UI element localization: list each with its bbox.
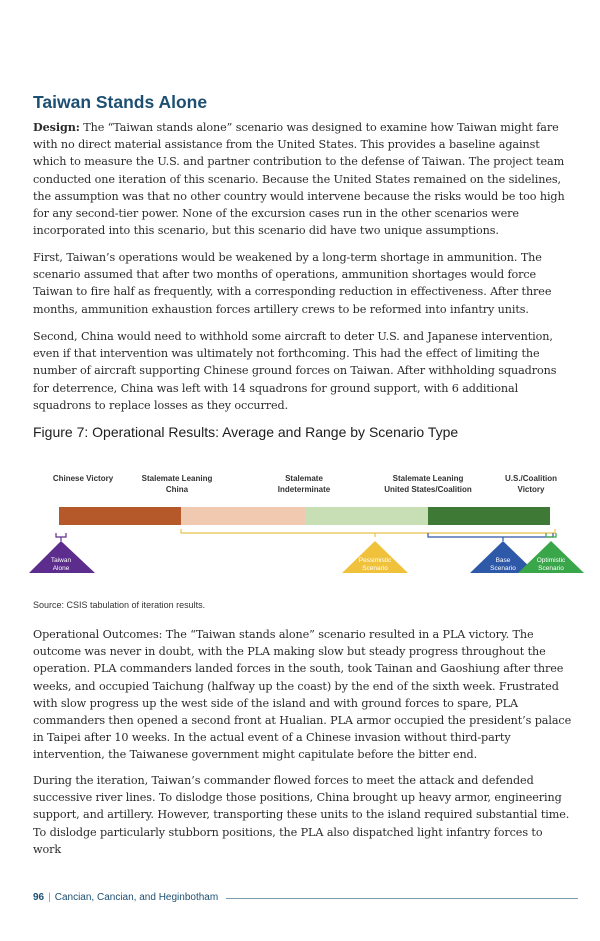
marker-label-taiwan-2: Alone — [52, 565, 70, 572]
category-label-chinese-victory: Chinese Victory — [52, 474, 114, 483]
taiwan-range-bracket — [56, 533, 66, 537]
design-label: Design: — [33, 120, 80, 134]
category-label-us-victory-2: Victory — [517, 485, 545, 494]
category-label-stalemate-china-1: Stalemate Leaning — [141, 474, 213, 483]
category-label-stalemate-us-1: Stalemate Leaning — [392, 474, 464, 483]
paragraph-operational-outcomes: Operational Outcomes: The “Taiwan stands alone” scenario resulted in a PLA victory. The outcome was never in doubt, with the PLA making slow but steady progress throughout the operation. PLA commanders landed forces in the south, took Tainan and Gaoshiung after three weeks, and occupied Taichung (halfway up the coast) by the end of the sixth week. Frustrated with slow progress up the west side of the island and with ground forces to spare, PLA commanders then opened a second front at Hualian. PLA armor occupied the president’s palace in Taipei after 10 weeks. In the actual event of a Chinese invasion without third-party intervention, the Taiwanese government might capitulate before the bitter end. — [33, 628, 572, 762]
design-text: The “Taiwan stands alone” scenario was designed to examine how Taiwan might fare with no direct material assistance from the United States. This provides a baseline against which to measure the U.S. and partner contribution to the defense of Taiwan. The project team conducted one iteration of this scenario. Because the United States remained on the sidelines, the assumption was that no other country would intervene because the risks would be too high for any second-tier power. None of the excursion cases run in the other scenarios were incorporated into this scenario, but this scenario did have two unique assumptions. — [33, 121, 565, 238]
paragraph-ammunition: First, Taiwan’s operations would be weakened by a long-term shortage in ammunition. The scenario assumed that after two months of operations, ammunition shortages would force Taiwan to fire half as frequently, with a corresponding reduction in effectiveness. After three months, ammunition exhaustion forces artillery crews to be reformed into infantry units. — [33, 251, 552, 316]
footer-authors: Cancian, Cancian, and Heginbotham — [54, 892, 219, 903]
page-footer — [33, 892, 578, 906]
marker-label-pessimistic-2: Scenario — [362, 565, 388, 572]
category-label-stalemate-indeterminate-1: Stalemate — [285, 474, 323, 483]
marker-label-base-1: Base — [495, 557, 511, 564]
category-label-stalemate-indeterminate-2: Indeterminate — [277, 485, 331, 494]
section-title: Taiwan Stands Alone — [33, 92, 208, 112]
bar-segment-stalemate-china — [181, 507, 305, 525]
marker-label-optimistic-2: Scenario — [538, 565, 564, 572]
pessimistic-range-bracket — [181, 529, 555, 533]
category-label-us-victory-1: U.S./Coalition — [505, 474, 557, 483]
marker-label-taiwan-1: Taiwan — [50, 557, 72, 564]
figure-title: Figure 7: Operational Results: Average and Range by Scenario Type — [33, 424, 459, 440]
page-number: 96 — [33, 892, 45, 903]
bar-segment-stalemate-indeterminate — [305, 507, 428, 525]
bar-segment-stalemate-us — [428, 507, 550, 525]
bar-segment-chinese-victory — [59, 507, 181, 525]
marker-label-base-2: Scenario — [490, 565, 516, 572]
marker-label-optimistic-1: Optimistic — [536, 557, 566, 564]
paragraph-aircraft: Second, China would need to withhold some aircraft to deter U.S. and Japanese intervention, even if that intervention was ultimately not forthcoming. This had the effect of limiting the number of aircraft supporting Chinese ground forces on Taiwan. After withholding squadrons for deterrence, China was left with 14 squadrons for ground support, with 6 additional squadrons to replace losses as they occurred. — [33, 330, 557, 412]
paragraph-iteration: During the iteration, Taiwan’s commander flowed forces to meet the attack and defended successive river lines. To dislodge those positions, China brought up heavy armor, engineering support, and artillery. However, transporting these units to the island required substantial time. To dislodge particularly stubborn positions, the PLA also dispatched light infantry forces to work — [33, 774, 570, 856]
footer-separator: | — [48, 892, 51, 903]
figure-source: Source: CSIS tabulation of iteration results. — [33, 600, 206, 610]
category-label-stalemate-china-2: China — [165, 485, 189, 494]
footer-rule — [226, 898, 578, 899]
category-label-stalemate-us-2: United States/Coalition — [384, 485, 472, 494]
marker-label-pessimistic-1: Pessimistic — [358, 557, 392, 564]
